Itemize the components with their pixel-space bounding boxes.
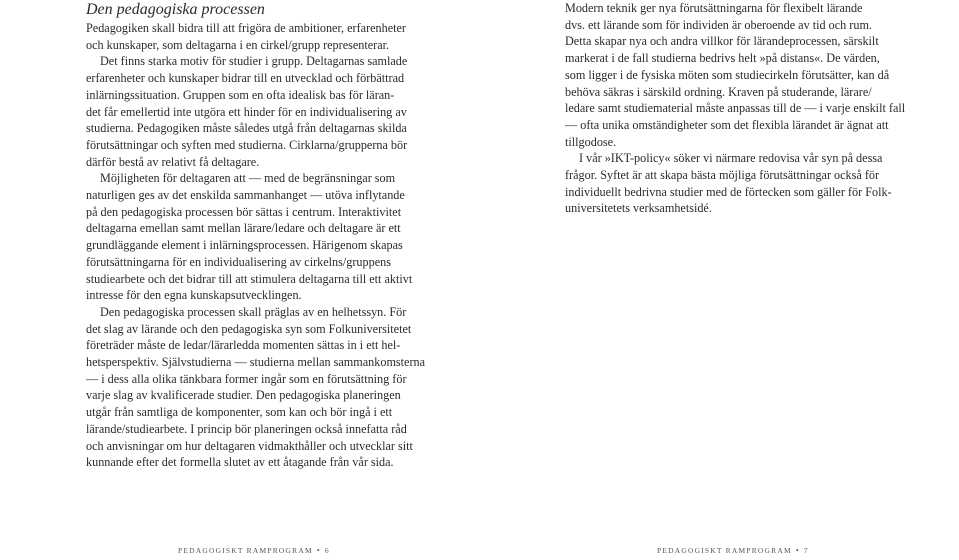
- text-line: deltagarna emellan samt mellan lärare/ledare och deltagare är ett: [86, 221, 401, 236]
- text-line: erfarenheter och kunskaper bidrar till en utvecklad och förbättrad: [86, 71, 405, 86]
- text-line: grundläggande element i inlärningsprocessen. Härigenom skapas: [86, 238, 403, 253]
- text-line: därför bestå av relativt få deltagare.: [86, 154, 260, 169]
- text-line: — ofta unika omständigheter som det flexibla lärandet är ägnat att: [565, 117, 889, 132]
- text-line: varje slag av kvalificerade studier. Den pedagogiska planeringen: [86, 388, 401, 403]
- text-line: intresse för den egna kunskapsutvecklingen.: [86, 288, 302, 303]
- text-line: tillgodose.: [565, 134, 617, 149]
- text-line: dvs. ett lärande som för individen är oberoende av tid och rum.: [565, 17, 872, 32]
- text-line: ledare samt studiematerial måste anpassas till de — i varje enskilt fall: [565, 101, 906, 116]
- text-line: utgår från samtliga de komponenter, som kan och bör ingå i ett: [86, 405, 393, 420]
- text-line: individuellt bedrivna studier med de förtecken som gäller för Folk-: [565, 184, 892, 199]
- text-line: Pedagogiken skall bidra till att frigöra de ambitioner, erfarenheter: [86, 21, 406, 35]
- text-line: studierna. Pedagogiken måste således utgå från deltagarnas skilda: [86, 121, 407, 136]
- text-line: behöva säkras i särskild ordning. Kraven på studerande, lärare/: [565, 84, 872, 99]
- paragraph: [86, 20, 442, 53]
- text-line: kunnande efter det formella slutet av ett åtagande från vår sida.: [86, 455, 394, 470]
- text-line: universitetets verksamhetsidé.: [565, 201, 712, 216]
- paragraph: [86, 170, 442, 304]
- footer-right-title: PEDAGOGISKT RAMPROGRAM: [657, 546, 792, 555]
- text-line: I vår »IKT-policy« söker vi närmare redovisa vår syn på dessa: [579, 151, 883, 166]
- paragraph: [565, 150, 921, 217]
- left-column: [86, 0, 442, 471]
- text-line: och kunskaper, som deltagarna i en cirkel/grupp representerar.: [86, 37, 390, 52]
- section-heading: Den pedagogiska processen: [86, 1, 265, 18]
- text-line: och anvisningar om hur deltagaren vidmakthåller och utvecklar sitt: [86, 438, 413, 453]
- footer-left-title: PEDAGOGISKT RAMPROGRAM: [178, 546, 313, 555]
- footer-right: [657, 546, 809, 555]
- text-line: som ligger i de fysiska möten som studiecirkeln förutsätter, kan då: [565, 67, 890, 82]
- text-line: lärande/studiearbete. I princip bör planeringen också innefatta råd: [86, 421, 407, 436]
- paragraph: [86, 53, 442, 170]
- text-line: — i dess alla olika tänkbara former ingår som en förutsättning för: [86, 371, 407, 386]
- right-paragraphs: [565, 0, 921, 217]
- footer-left-page-number: 6: [324, 546, 330, 555]
- text-line: frågor. Syftet är att skapa bästa möjliga förutsättningar också för: [565, 168, 880, 183]
- text-line: inlärningssituation. Gruppen som en ofta idealisk bas för läran-: [86, 87, 395, 102]
- footer-right-separator: •: [795, 546, 800, 555]
- paragraph: [86, 304, 442, 471]
- text-line: förutsättningar och syften med studierna. Cirklarna/grupperna bör: [86, 137, 408, 152]
- right-column: [565, 0, 921, 217]
- left-paragraphs: [86, 20, 442, 471]
- paragraph: [565, 0, 921, 150]
- text-line: markerat i de fall studierna bedrivs helt »på distans«. De värden,: [565, 51, 880, 66]
- text-line: förutsättningarna för en individualisering av cirkelns/gruppens: [86, 254, 391, 269]
- text-line: Möjligheten för deltagaren att — med de begränsningar som: [100, 171, 396, 186]
- text-line: Detta skapar nya och andra villkor för lärandeprocessen, särskilt: [565, 34, 879, 49]
- text-line: Det finns starka motiv för studier i grupp. Deltagarnas samlade: [100, 54, 408, 69]
- text-line: Den pedagogiska processen skall präglas av en helhetssyn. För: [100, 304, 407, 319]
- footer-right-page-number: 7: [803, 546, 809, 555]
- text-line: det slag av lärande och den pedagogiska syn som Folkuniversitetet: [86, 321, 412, 336]
- text-line: Modern teknik ger nya förutsättningarna för flexibelt lärande: [565, 1, 863, 15]
- text-line: företräder måste de ledar/lärarledda momenten sättas in i ett hel-: [86, 338, 401, 353]
- text-line: studiearbete och det bidrar till att stimulera deltagarna till ett aktivt: [86, 271, 413, 286]
- footer-left: [178, 546, 330, 555]
- text-line: på den pedagogiska processen bör sättas i centrum. Interaktivitet: [86, 204, 402, 219]
- text-line: det får emellertid inte utgöra ett hinder för en individualisering av: [86, 104, 407, 119]
- text-line: hetsperspektiv. Självstudierna — studierna mellan sammankomsterna: [86, 355, 426, 370]
- text-line: naturligen ges av det enskilda sammanhanget — utöva inflytande: [86, 188, 405, 203]
- footer-left-separator: •: [316, 546, 321, 555]
